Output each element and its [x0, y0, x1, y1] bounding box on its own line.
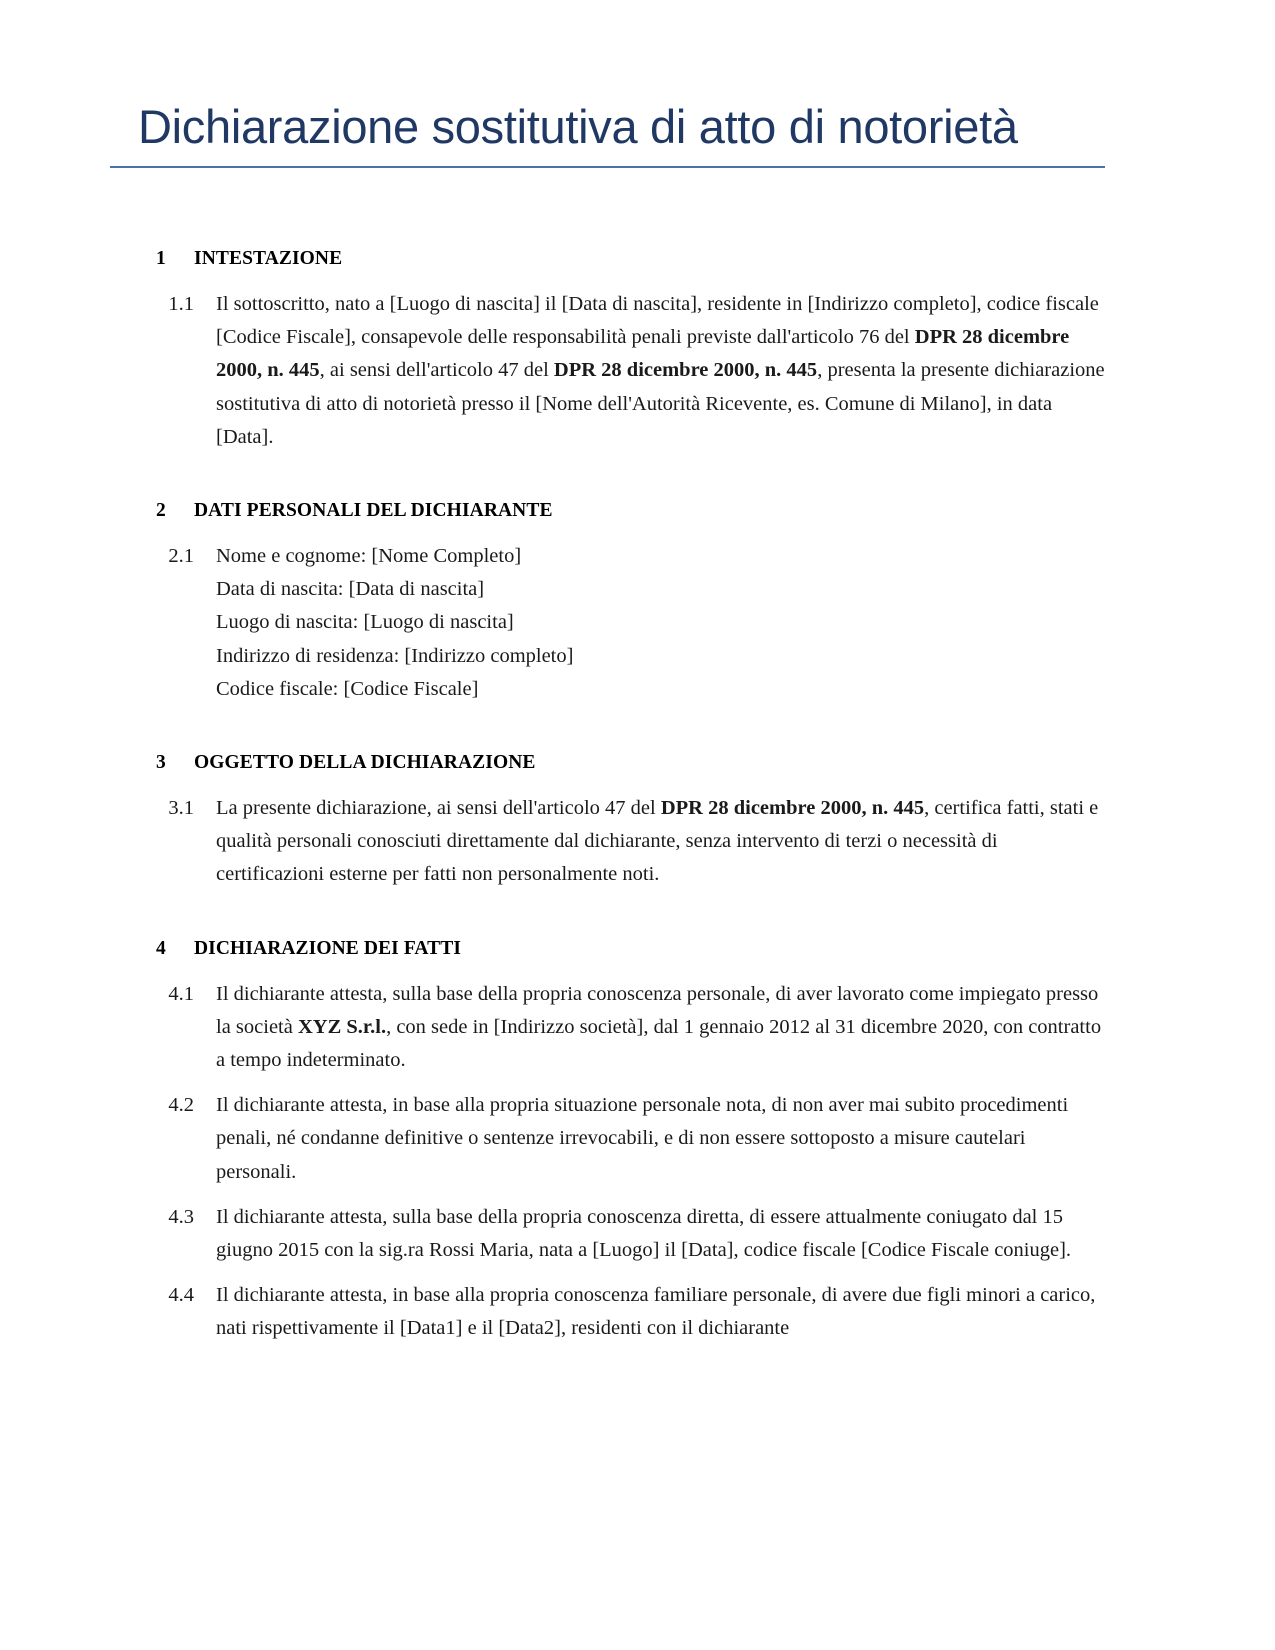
spacer [110, 960, 1110, 978]
plain-text: Il sottoscritto, nato a [Luogo di nascita] il [Data di nascita], residente in [Indirizzo completo], codice fiscale [Codice Fiscale], consapevole delle responsabilità penali previste dall'articolo 76 del [216, 293, 1099, 349]
paragraph-number: 4.3 [168, 1205, 194, 1228]
paragraph-number: 4.1 [168, 982, 194, 1005]
field-line: Luogo di nascita: [Luogo di nascita] [216, 611, 514, 634]
plain-text: , ai sensi dell'articolo 47 del [319, 359, 554, 382]
plain-text: , con sede in [Indirizzo società], dal 1 gennaio 2012 al 31 dicembre 2020, con contratto a tempo indeterminato. [216, 1015, 1102, 1072]
plain-text: , presenta la presente dichiarazione sostitutiva di atto di notorietà presso il [Nome dell'Autorità Ricevente, es. Comune di Milano], in data [Data]. [216, 359, 1105, 448]
section-number: 1 [156, 248, 166, 269]
document-section [110, 752, 1110, 892]
paragraph-text [194, 1279, 1110, 1345]
paragraph-text [194, 288, 1110, 454]
plain-text: Il dichiarante attesta, in base alla propria situazione personale nota, di non aver mai subito procedimenti penali, né condanne definitive o sentenze irrevocabili, e di non essere sottoposto a misure cautelari personali. [216, 1094, 1069, 1183]
paragraph-number: 3.1 [168, 797, 194, 820]
plain-text: Il dichiarante attesta, sulla base della propria conoscenza personale, di aver lavorato come impiegato presso la società [216, 982, 1099, 1038]
emphasis-text: DPR 28 dicembre 2000, n. 445 [216, 326, 1070, 382]
numbered-paragraph [110, 978, 1110, 1078]
document-section [110, 500, 1110, 706]
section-title: OGGETTO DELLA DICHIARAZIONE [194, 752, 536, 774]
paragraph-number: 1.1 [168, 293, 194, 315]
spacer [110, 1189, 1110, 1201]
emphasis-text: XYZ S.r.l. [297, 1015, 387, 1038]
section-number: 2 [156, 500, 166, 522]
spacer [110, 522, 1110, 540]
page-title: Dichiarazione sostitutiva di atto di notorietà [138, 100, 1018, 153]
numbered-paragraph [110, 1201, 1110, 1267]
spacer [110, 270, 1110, 288]
section-number: 4 [156, 937, 166, 959]
section-heading [110, 500, 1110, 522]
paragraph-text [194, 978, 1110, 1078]
spacer [110, 706, 1110, 752]
emphasis-text: DPR 28 dicembre 2000, n. 445 [553, 359, 818, 382]
paragraph-number: 4.2 [168, 1094, 194, 1117]
paragraph-number: 4.4 [168, 1284, 194, 1307]
paragraph-text [194, 792, 1110, 892]
section-title: DICHIARAZIONE DEI FATTI [194, 937, 462, 959]
numbered-paragraph [110, 792, 1110, 892]
spacer [110, 1267, 1110, 1279]
plain-text: La presente dichiarazione, ai sensi dell'articolo 47 del [216, 797, 661, 820]
field-line: Data di nascita: [Data di nascita] [216, 578, 485, 601]
document-section [110, 248, 1110, 454]
paragraph-text [194, 1201, 1110, 1267]
spacer [110, 1077, 1110, 1089]
spacer [110, 454, 1110, 500]
section-heading [110, 938, 1110, 960]
section-heading [110, 752, 1110, 774]
paragraph-text [194, 1089, 1110, 1189]
plain-text: Il dichiarante attesta, in base alla propria conoscenza familiare personale, di avere due figli minori a carico, nati rispettivamente il [Data1] e il [Data2], residenti con il dichiarante [216, 1284, 1096, 1340]
paragraph-number: 2.1 [168, 545, 194, 568]
numbered-paragraph [110, 288, 1110, 454]
document-body [110, 248, 1110, 1346]
section-heading [110, 248, 1110, 270]
document-section [110, 938, 1110, 1346]
numbered-paragraph [110, 540, 1110, 706]
numbered-paragraph [110, 1089, 1110, 1189]
numbered-paragraph [110, 1279, 1110, 1345]
plain-text: Il dichiarante attesta, sulla base della propria conoscenza diretta, di essere attualmente coniugato dal 15 giugno 2015 con la sig.ra Rossi Maria, nata a [Luogo] il [Data], codice fiscale [Codice Fiscale coniuge]. [216, 1205, 1072, 1262]
section-number: 3 [156, 752, 166, 774]
section-title: INTESTAZIONE [194, 248, 343, 269]
title-divider [110, 166, 1105, 168]
document-header [110, 100, 1105, 168]
emphasis-text: DPR 28 dicembre 2000, n. 445 [660, 797, 925, 820]
paragraph-text [194, 540, 1110, 706]
field-line: Codice fiscale: [Codice Fiscale] [216, 677, 479, 700]
field-line: Indirizzo di residenza: [Indirizzo completo] [216, 644, 574, 667]
spacer [110, 774, 1110, 792]
section-title: DATI PERSONALI DEL DICHIARANTE [194, 500, 553, 522]
plain-text: , certifica fatti, stati e qualità personali conosciuti direttamente dal dichiarante, senza intervento di terzi o necessità di certificazioni esterne per fatti non personalmente noti. [216, 797, 1099, 886]
spacer [110, 892, 1110, 938]
field-line: Nome e cognome: [Nome Completo] [216, 545, 522, 568]
